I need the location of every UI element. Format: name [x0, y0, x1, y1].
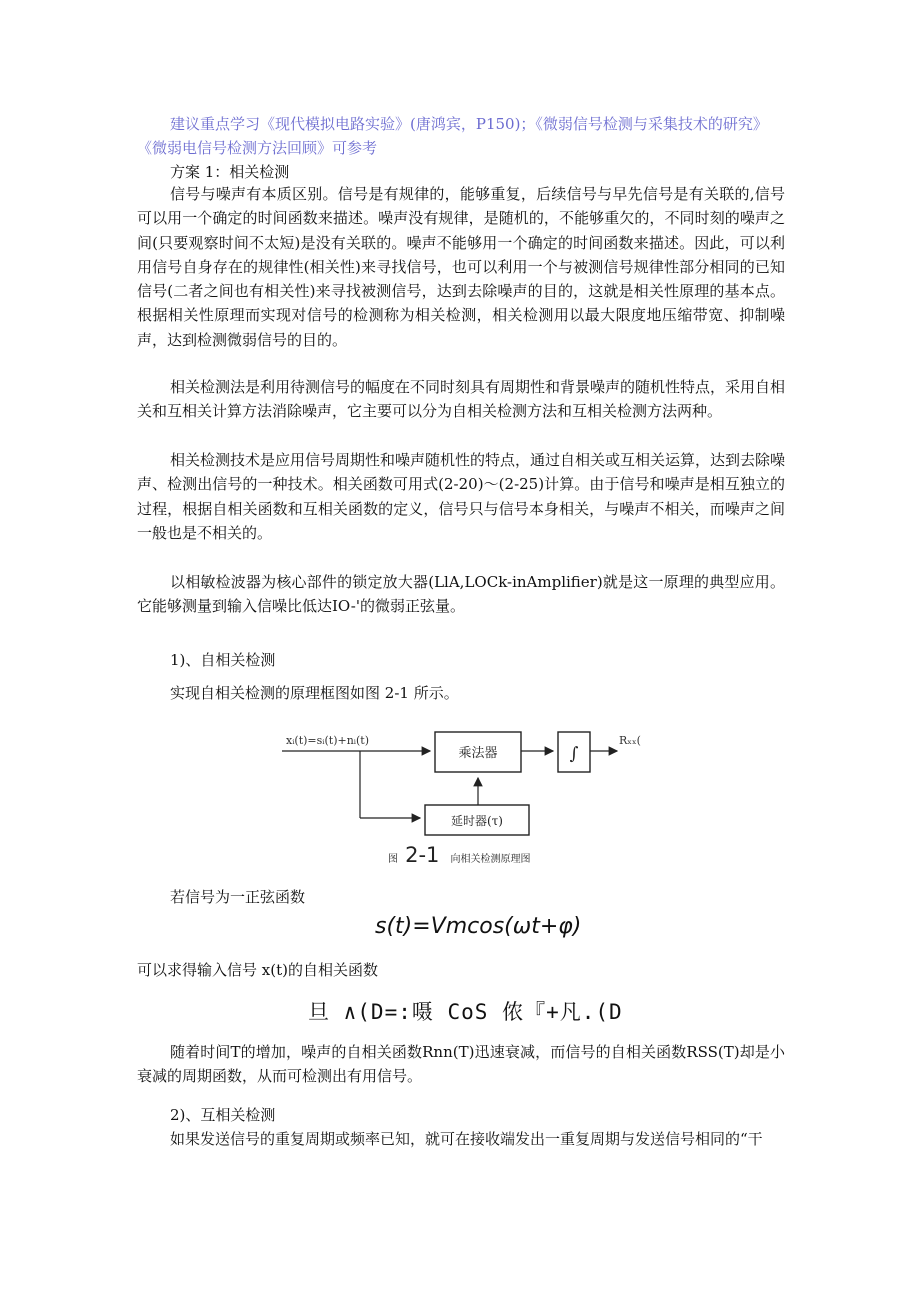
figure-caption-prefix: 图 — [388, 854, 398, 865]
paragraph-correlation-method: 相关检测法是利用待测信号的幅度在不同时刻具有周期性和背景噪声的随机性特点，采用自相关和互相关计算方法消除噪声，它主要可以分为自相关检测方法和互相关检测方法两种。 — [137, 378, 786, 421]
scheme-title: 方案 1：相关检测 — [170, 163, 290, 181]
formula-autocorrelation: 旦 ∧(D=:嗫 CoS 侬『+凡.(D — [308, 1000, 623, 1024]
integrator-label: ∫ — [569, 744, 579, 764]
section-crosscorrelation-heading: 2)、互相关检测 — [170, 1106, 276, 1124]
input-signal-label: xᵢ(t)=sᵢ(t)+nᵢ(t) — [286, 734, 370, 747]
sine-intro: 若信号为一正弦函数 — [170, 888, 306, 906]
delay-label: 延时器(τ) — [450, 814, 504, 828]
reference-line-1: 建议重点学习《现代模拟电路实验》(唐鸿宾，P150)；《微弱信号检测与采集技术的研究》 — [170, 115, 768, 133]
multiplier-label: 乘法器 — [458, 746, 498, 761]
section-autocorrelation-intro: 实现自相关检测的原理框图如图 2-1 所示。 — [170, 684, 459, 702]
autocorrelation-block-diagram — [280, 722, 680, 872]
autocorrelation-intro: 可以求得输入信号 x(t)的自相关函数 — [137, 961, 378, 979]
paragraph-noise-decay: 随着时间T的增加，噪声的自相关函数Rnn(T)迅速衰减，而信号的自相关函数RSS(T)却是小衰减的周期函数，从而可检测出有用信号。 — [137, 1043, 785, 1086]
formula-sine: s(t)=Vmcos(ωt+φ) — [375, 914, 582, 939]
figure-caption-number: 2-1 — [405, 843, 440, 867]
output-label: Rₓₓ( — [619, 734, 641, 747]
figure-caption-text: 向相关检测原理图 — [450, 854, 531, 865]
section-autocorrelation-heading: 1)、自相关检测 — [170, 651, 276, 669]
paragraph-lockin-amplifier: 以相敏检波器为核心部件的锁定放大器(LlA,LOCk-inAmplifier)就是这一原理的典型应用。它能够测量到输入信噪比低达IO-'的微弱正弦量。 — [137, 573, 785, 616]
reference-line-2: 《微弱电信号检测方法回顾》可参考 — [137, 139, 378, 157]
paragraph-signal-noise: 信号与噪声有本质区别。信号是有规律的，能够重复，后续信号与早先信号是有关联的,信号可以用一个确定的时间函数来描述。噪声没有规律，是随机的，不能够重欠的，不同时刻的噪声之间(只要观察时间不太短)是没有关联的。噪声不能够用一个确定的时间函数来描述。因此，可以利用信号自身存在的规律性(相关性)来寻找信号，也可以利用一个与被测信号规律性部分相同的已知信号(二者之间也有相关性)来寻找被测信号，达到去除噪声的目的，这就是相关性原理的基本点。根据相关性原理而实现对信号的检测称为相关检测，相关检测用以最大限度地压缩带宽、抑制噪声，达到检测微弱信号的目的。 — [137, 185, 785, 349]
figure-caption — [388, 843, 531, 867]
paragraph-correlation-technique: 相关检测技术是应用信号周期性和噪声随机性的特点，通过自相关或互相关运算，达到去除噪声、检测出信号的一种技术。相关函数可用式(2-20)～(2-25)计算。由于信号和噪声是相互独立的过程，根据自相关函数和互相关函数的定义，信号只与信号本身相关，与噪声不相关，而噪声之间一般也是不相关的。 — [137, 451, 786, 542]
section-crosscorrelation-text: 如果发送信号的重复周期或频率已知，就可在接收端发出一重复周期与发送信号相同的“干 — [170, 1130, 763, 1148]
